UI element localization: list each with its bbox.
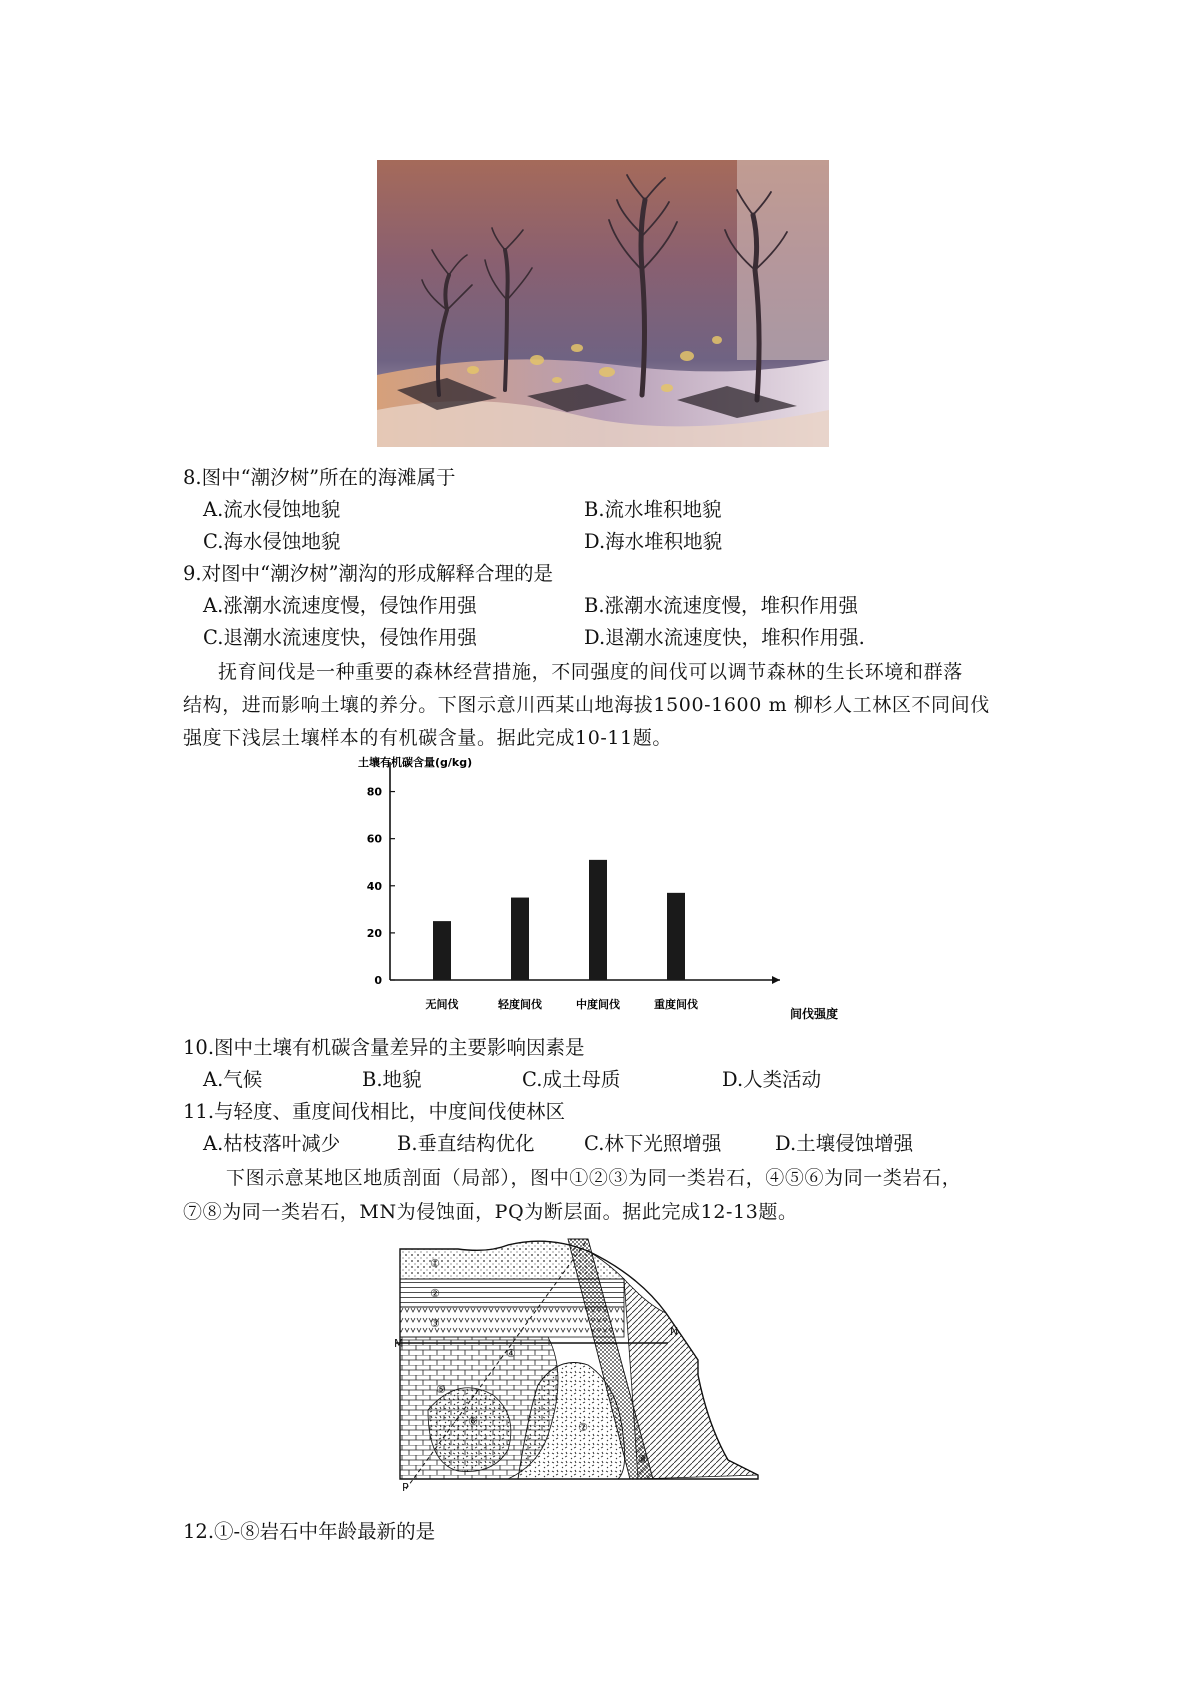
q12-stem: 12.①-⑧岩石中年龄最新的是: [183, 1520, 436, 1543]
q10-stem: 10.图中土壤有机碳含量差异的主要影响因素是: [183, 1036, 585, 1059]
geological-section-svg: [394, 1235, 790, 1494]
rock-label-6: ⑥: [468, 1415, 478, 1428]
tidal-tree-icon: [377, 160, 829, 447]
q9-option-a[interactable]: A.涨潮水流速度慢，侵蚀作用强: [203, 594, 477, 617]
q8-option-a[interactable]: A.流水侵蚀地貌: [203, 498, 341, 521]
q11-option-b[interactable]: B.垂直结构优化: [397, 1132, 535, 1155]
q8-option-c[interactable]: C.海水侵蚀地貌: [203, 530, 341, 553]
chart-y-tick-label: 60: [366, 832, 382, 846]
rock-label-5: ⑤: [436, 1383, 446, 1396]
q11-option-c[interactable]: C.林下光照增强: [584, 1132, 722, 1155]
q11-stem: 11.与轻度、重度间伐相比，中度间伐使林区: [183, 1100, 566, 1123]
intro1-line2: 结构，进而影响土壤的养分。下图示意川西某山地海拔1500-1600 m 柳杉人工林区不同间伐: [183, 694, 990, 716]
q9-stem: 9.对图中“潮汐树”潮沟的形成解释合理的是: [183, 562, 554, 585]
chart-x-axis-arrow: [772, 976, 780, 984]
chart-y-axis-label: 土壤有机碳含量(g/kg): [358, 756, 473, 769]
chart-y-tick-label: 80: [366, 785, 382, 799]
chart-category-label: 轻度间伐: [498, 998, 542, 1011]
q10-option-d[interactable]: D.人类活动: [722, 1068, 822, 1091]
intro2-line1: 下图示意某地区地质剖面（局部），图中①②③为同一类岩石，④⑤⑥为同一类岩石，: [226, 1167, 962, 1189]
chart-category-label: 无间伐: [425, 998, 459, 1011]
chart-category-label: 重度间伐: [654, 998, 698, 1011]
q11-option-d[interactable]: D.土壤侵蚀增强: [775, 1132, 914, 1155]
label-m: M: [394, 1337, 404, 1350]
chart-bar: [433, 921, 451, 980]
chart-bar: [589, 860, 607, 980]
q9-option-c[interactable]: C.退潮水流速度快，侵蚀作用强: [203, 626, 477, 649]
q9-option-b[interactable]: B.涨潮水流速度慢，堆积作用强: [584, 594, 859, 617]
chart-bar: [511, 898, 529, 980]
chart-y-tick-label: 20: [366, 926, 382, 940]
rock-label-4: ④: [506, 1347, 516, 1360]
rock-label-2: ②: [430, 1287, 440, 1300]
geological-cross-section: [394, 1235, 790, 1494]
rock-label-1: ①: [430, 1257, 440, 1270]
q10-option-c[interactable]: C.成土母质: [522, 1068, 621, 1091]
q8-stem: 8.图中“潮汐树”所在的海滩属于: [183, 466, 456, 489]
chart-x-axis-label: 间伐强度: [790, 1007, 839, 1021]
rock-label-3: ③: [430, 1317, 440, 1330]
label-n: N: [670, 1325, 679, 1338]
rock-label-7: ⑦: [578, 1421, 588, 1434]
chart-y-tick-label: 0: [374, 974, 382, 987]
soil-carbon-bar-chart: [350, 748, 860, 1026]
chart-category-label: 中度间伐: [576, 998, 620, 1011]
tidal-tree-photo: [377, 160, 829, 447]
intro1-line3: 强度下浅层土壤样本的有机碳含量。据此完成10-11题。: [183, 727, 672, 749]
q10-option-a[interactable]: A.气候: [203, 1068, 263, 1091]
q8-option-d[interactable]: D.海水堆积地貌: [584, 530, 723, 553]
label-p: P: [402, 1481, 409, 1494]
q10-option-b[interactable]: B.地貌: [362, 1068, 422, 1091]
q11-option-a[interactable]: A.枯枝落叶减少: [203, 1132, 341, 1155]
q8-option-b[interactable]: B.流水堆积地貌: [584, 498, 722, 521]
intro2-line2: ⑦⑧为同一类岩石，MN为侵蚀面，PQ为断层面。据此完成12-13题。: [183, 1201, 798, 1223]
rock-label-8: ⑧: [638, 1453, 648, 1466]
chart-bar: [667, 893, 685, 980]
intro1-line1: 抚育间伐是一种重要的森林经营措施，不同强度的间伐可以调节森林的生长环境和群落: [218, 661, 963, 683]
q9-option-d[interactable]: D.退潮水流速度快，堆积作用强.: [584, 626, 865, 649]
chart-y-tick-label: 40: [366, 879, 382, 893]
bar-chart-svg: [350, 748, 860, 1026]
